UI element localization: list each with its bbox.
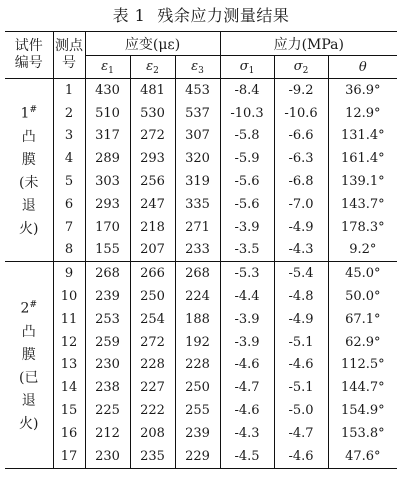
table-row: [5, 445, 397, 468]
cell-theta: 50.0°: [328, 285, 397, 308]
cell-e1: 303: [85, 170, 130, 193]
cell-s1: -3.9: [220, 331, 274, 354]
cell-s1: -10.3: [220, 102, 274, 125]
cell-e3: 537: [175, 102, 220, 125]
cell-s1: -3.9: [220, 308, 274, 331]
specimen-label-char: (未: [19, 175, 39, 192]
cell-e3: 250: [175, 376, 220, 399]
cell-s1: -5.3: [220, 262, 274, 285]
cell-e2: 222: [130, 399, 175, 422]
table-row: [5, 376, 397, 399]
cell-e1: 239: [85, 285, 130, 308]
cell-point: 1: [53, 79, 85, 102]
cell-s1: -3.5: [220, 239, 274, 262]
cell-theta: 45.0°: [328, 262, 397, 285]
cell-s1: -4.6: [220, 354, 274, 377]
cell-e3: 229: [175, 445, 220, 468]
cell-s2: -4.9: [274, 216, 328, 239]
cell-s2: -9.2: [274, 79, 328, 102]
cell-s2: -4.3: [274, 239, 328, 262]
specimen-label-char: 退: [21, 198, 36, 215]
cell-theta: 161.4°: [328, 147, 397, 170]
cell-s2: -4.9: [274, 308, 328, 331]
cell-e3: 228: [175, 354, 220, 377]
specimen-number: 2#: [20, 300, 37, 317]
cell-e3: 271: [175, 216, 220, 239]
cell-point: 14: [53, 376, 85, 399]
cell-s1: -4.5: [220, 445, 274, 468]
cell-point: 11: [53, 308, 85, 331]
cell-s1: -4.4: [220, 285, 274, 308]
table-row: [5, 331, 397, 354]
cell-s1: -4.6: [220, 399, 274, 422]
cell-e1: 510: [85, 102, 130, 125]
specimen-label-char: 凸: [21, 129, 36, 146]
table-row: [5, 285, 397, 308]
cell-e1: 268: [85, 262, 130, 285]
cell-s2: -5.1: [274, 331, 328, 354]
cell-e3: 307: [175, 125, 220, 148]
cell-e1: 212: [85, 422, 130, 445]
cell-s2: -4.8: [274, 285, 328, 308]
cell-theta: 9.2°: [328, 239, 397, 262]
table-row: [5, 102, 397, 125]
cell-e2: 272: [130, 331, 175, 354]
cell-s2: -5.0: [274, 399, 328, 422]
cell-point: 2: [53, 102, 85, 125]
header-epsilon-1: $\varepsilon_1$: [85, 56, 130, 79]
cell-e1: 430: [85, 79, 130, 102]
cell-theta: 12.9°: [328, 102, 397, 125]
cell-theta: 153.8°: [328, 422, 397, 445]
cell-e2: 293: [130, 147, 175, 170]
specimen-number: 1#: [20, 105, 37, 123]
cell-e2: 228: [130, 354, 175, 377]
cell-theta: 47.6°: [328, 445, 397, 468]
cell-e1: 253: [85, 308, 130, 331]
cell-point: 8: [53, 239, 85, 262]
header-point-no: 测点 号: [53, 32, 85, 79]
cell-point: 12: [53, 331, 85, 354]
header-stress: 应力(MPa): [220, 32, 397, 56]
header-specimen-id: 试件 编号: [5, 32, 53, 79]
cell-point: 9: [53, 262, 85, 285]
cell-e1: 289: [85, 147, 130, 170]
table-row: [5, 147, 397, 170]
cell-e2: 256: [130, 170, 175, 193]
cell-point: 15: [53, 399, 85, 422]
header-epsilon-3: $\varepsilon_3$: [175, 56, 220, 79]
specimen-label-char: (已: [19, 369, 39, 386]
table-row: [5, 422, 397, 445]
cell-theta: 67.1°: [328, 308, 397, 331]
table-title: 残余应力测量结果: [157, 6, 290, 25]
cell-e2: 254: [130, 308, 175, 331]
cell-e1: 230: [85, 445, 130, 468]
header-strain: 应变(με): [85, 32, 220, 56]
cell-s1: -5.9: [220, 147, 274, 170]
cell-e3: 268: [175, 262, 220, 285]
cell-e3: 453: [175, 79, 220, 102]
cell-e2: 272: [130, 125, 175, 148]
cell-e2: 235: [130, 445, 175, 468]
cell-s1: -4.3: [220, 422, 274, 445]
cell-e2: 208: [130, 422, 175, 445]
cell-s2: -10.6: [274, 102, 328, 125]
cell-s2: -7.0: [274, 193, 328, 216]
table-number: 表 1: [112, 6, 146, 25]
cell-point: 3: [53, 125, 85, 148]
cell-point: 13: [53, 354, 85, 377]
cell-s2: -6.8: [274, 170, 328, 193]
cell-theta: 36.9°: [328, 79, 397, 102]
cell-theta: 144.7°: [328, 376, 397, 399]
cell-e1: 259: [85, 331, 130, 354]
cell-e3: 320: [175, 147, 220, 170]
header-sigma-2: $\sigma_2$: [274, 56, 328, 79]
cell-e3: 188: [175, 308, 220, 331]
specimen-group-label: [5, 262, 53, 468]
specimen-label-char: 退: [21, 392, 36, 409]
cell-e1: 170: [85, 216, 130, 239]
cell-point: 7: [53, 216, 85, 239]
cell-e2: 207: [130, 239, 175, 262]
cell-e1: 293: [85, 193, 130, 216]
cell-e2: 247: [130, 193, 175, 216]
cell-point: 4: [53, 147, 85, 170]
cell-theta: 131.4°: [328, 125, 397, 148]
specimen-group-label: [5, 79, 53, 262]
cell-e2: 227: [130, 376, 175, 399]
table-caption: [0, 4, 402, 28]
table-row: [5, 399, 397, 422]
cell-s1: -8.4: [220, 79, 274, 102]
cell-s2: -4.7: [274, 422, 328, 445]
cell-point: 5: [53, 170, 85, 193]
specimen-label-char: 凸: [21, 323, 36, 340]
cell-s2: -5.1: [274, 376, 328, 399]
header-sigma-1: $\sigma_1$: [220, 56, 274, 79]
cell-s2: -6.6: [274, 125, 328, 148]
table-row: [5, 308, 397, 331]
cell-e2: 530: [130, 102, 175, 125]
cell-e1: 238: [85, 376, 130, 399]
cell-e3: 255: [175, 399, 220, 422]
cell-e3: 319: [175, 170, 220, 193]
cell-point: 10: [53, 285, 85, 308]
cell-s1: -4.7: [220, 376, 274, 399]
header-theta: θ: [328, 56, 397, 79]
table-row: [5, 262, 397, 285]
cell-s2: -6.3: [274, 147, 328, 170]
specimen-label-char: 膜: [21, 346, 36, 363]
cell-s2: -4.6: [274, 445, 328, 468]
cell-e3: 224: [175, 285, 220, 308]
cell-point: 6: [53, 193, 85, 216]
cell-e1: 230: [85, 354, 130, 377]
residual-stress-table: [5, 31, 397, 469]
header-epsilon-2: $\varepsilon_2$: [130, 56, 175, 79]
specimen-label-char: 火): [19, 221, 39, 238]
table-row: [5, 79, 397, 102]
cell-e1: 225: [85, 399, 130, 422]
cell-e2: 250: [130, 285, 175, 308]
cell-e1: 155: [85, 239, 130, 262]
table-row: [5, 170, 397, 193]
cell-e3: 192: [175, 331, 220, 354]
table-row: [5, 193, 397, 216]
table-row: [5, 354, 397, 377]
cell-theta: 112.5°: [328, 354, 397, 377]
cell-e3: 335: [175, 193, 220, 216]
cell-theta: 62.9°: [328, 331, 397, 354]
cell-s2: -4.6: [274, 354, 328, 377]
cell-e1: 317: [85, 125, 130, 148]
cell-s1: -3.9: [220, 216, 274, 239]
cell-s2: -5.4: [274, 262, 328, 285]
table-row: [5, 216, 397, 239]
specimen-label-char: 火): [19, 415, 39, 432]
specimen-label-char: 膜: [21, 152, 36, 169]
cell-s1: -5.6: [220, 170, 274, 193]
cell-theta: 139.1°: [328, 170, 397, 193]
cell-e3: 239: [175, 422, 220, 445]
cell-s1: -5.6: [220, 193, 274, 216]
cell-point: 17: [53, 445, 85, 468]
cell-theta: 143.7°: [328, 193, 397, 216]
cell-s1: -5.8: [220, 125, 274, 148]
table-row: [5, 125, 397, 148]
table-row: [5, 239, 397, 262]
cell-point: 16: [53, 422, 85, 445]
cell-theta: 178.3°: [328, 216, 397, 239]
cell-theta: 154.9°: [328, 399, 397, 422]
cell-e2: 218: [130, 216, 175, 239]
cell-e3: 233: [175, 239, 220, 262]
cell-e2: 266: [130, 262, 175, 285]
cell-e2: 481: [130, 79, 175, 102]
